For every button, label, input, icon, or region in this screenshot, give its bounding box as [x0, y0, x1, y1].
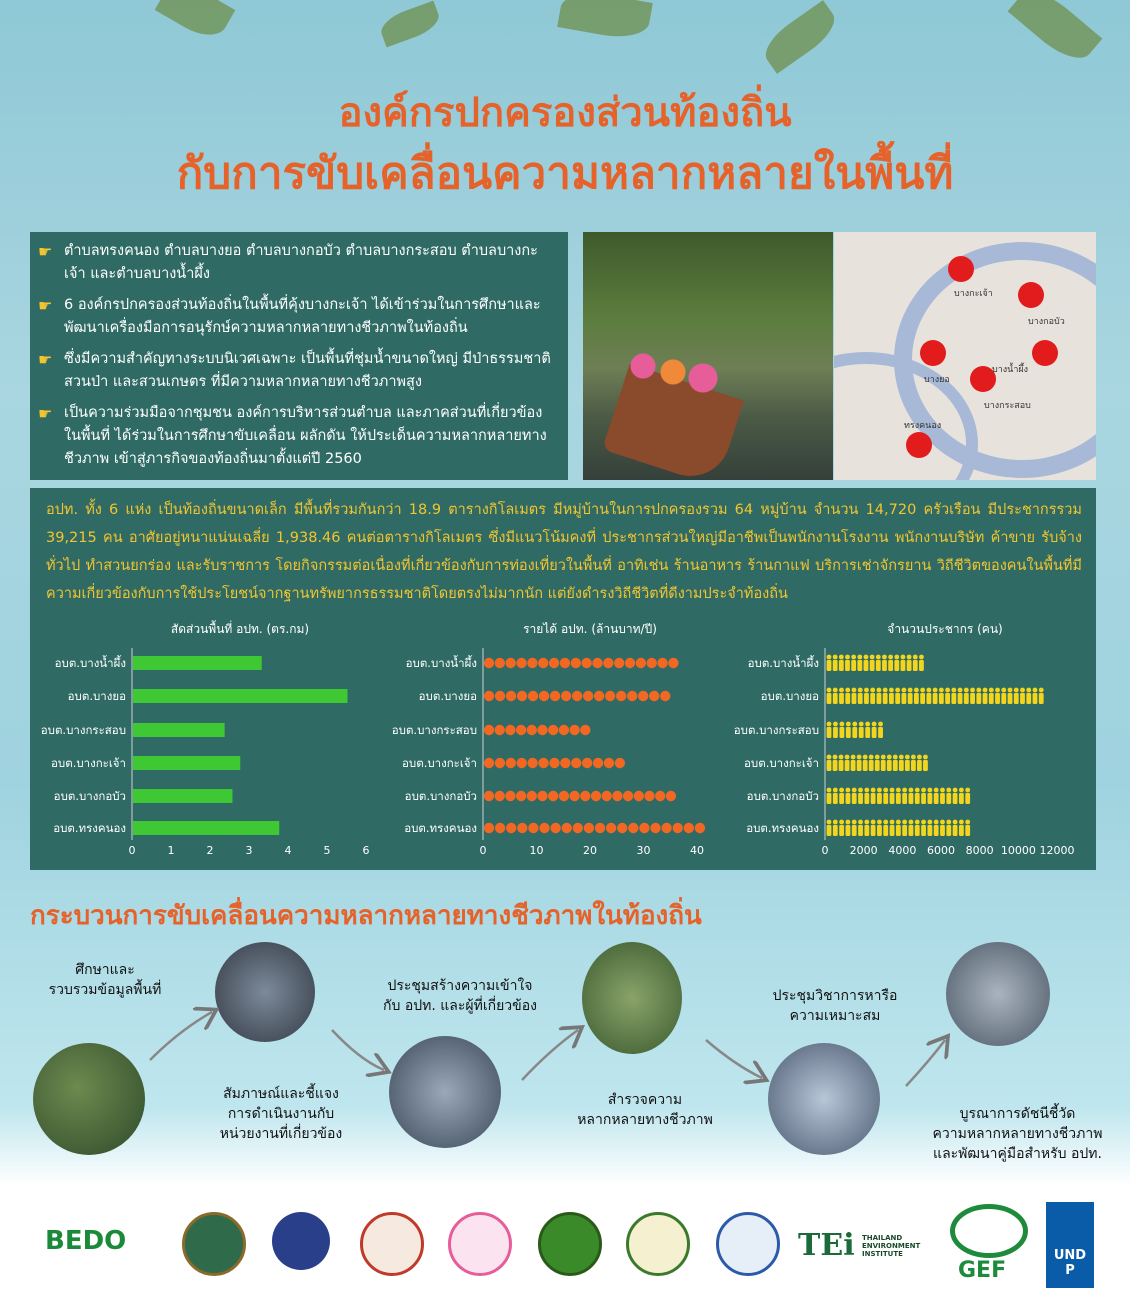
tick-label: 0	[128, 844, 136, 857]
tei-logo: TEi	[798, 1228, 855, 1263]
tick-label: 30	[636, 844, 651, 857]
step-label-4: สำรวจความ หลากหลายทางชีวภาพ	[577, 1092, 713, 1128]
category-label: อบต.บางกระสอบ	[40, 723, 126, 737]
tick-label: 5	[323, 844, 331, 857]
partner-seal-logo	[182, 1212, 246, 1276]
tick-label: 4	[284, 844, 292, 857]
category-label: อบต.บางยอ	[418, 689, 477, 703]
list-item: ☛ ซึ่งมีความสำคัญทางระบบนิเวศเฉพาะ เป็นพื้นที่ชุ่มน้ำขนาดใหญ่ มีป่าธรรมชาติ สวนป่า และสวนเกษตร ที่มีความหลากหลายทางชีวภาพสูง	[38, 348, 556, 394]
tick-label: 0	[821, 844, 829, 857]
category-label: อบต.บางกระสอบ	[391, 723, 477, 737]
chart-title: จำนวนประชากร (คน)	[887, 622, 1003, 636]
partner-seal-logo	[448, 1212, 512, 1276]
tick-label: 10	[529, 844, 544, 857]
tick-label: 2000	[849, 844, 878, 857]
gef-logo-ring	[950, 1204, 1028, 1258]
pointing-hand-icon: ☛	[38, 404, 53, 423]
pointing-hand-icon: ☛	[38, 242, 53, 261]
tick-label: 6000	[927, 844, 955, 857]
map-label: บางกะเจ้า	[954, 289, 993, 299]
tick-label: 8000	[965, 844, 994, 857]
tick-label: 3	[245, 844, 253, 857]
map-label: บางยอ	[924, 375, 950, 385]
step-label-6: บูรณาการดัชนีชี้วัด ความหลากหลายทางชีวภาพ และพัฒนาคู่มือสำหรับ อปท.	[932, 1106, 1103, 1162]
partner-seal-logo	[272, 1212, 330, 1270]
partner-seal-logo	[360, 1212, 424, 1276]
category-label: อบต.ทรงคนอง	[53, 821, 126, 835]
tick-label: 12000	[1039, 844, 1075, 857]
step-label-5: ประชุมวิชาการหารือ ความเหมาะสม	[772, 988, 898, 1024]
tick-label: 4000	[888, 844, 917, 857]
pointing-hand-icon: ☛	[38, 296, 53, 315]
category-label: อบต.บางกะเจ้า	[402, 756, 477, 770]
list-item: ☛ ตำบลทรงคนอง ตำบลบางยอ ตำบลบางกอบัว ตำบลบางกระสอบ ตำบลบางกะเจ้า และตำบลบางน้ำผึ้ง	[38, 240, 556, 286]
step-label-1: ศึกษาและ รวบรวมข้อมูลพื้นที่	[48, 962, 162, 998]
category-label: อบต.บางน้ำผึ้ง	[54, 656, 126, 670]
list-item: ☛ 6 องค์กรปกครองส่วนท้องถิ่นในพื้นที่คุ้งบางกะเจ้า ได้เข้าร่วมในการศึกษาและพัฒนาเครื่องมือการอนุรักษ์ความหลากหลายทางชีวภาพในท้องถิ่น	[38, 294, 556, 340]
map-label: บางกระสอบ	[984, 401, 1031, 411]
page-title-line1: องค์กรปกครองส่วนท้องถิ่น	[338, 90, 792, 136]
map-label: บางน้ำผึ้ง	[992, 365, 1029, 375]
tei-caption: THAILAND ENVIRONMENT INSTITUTE	[862, 1234, 921, 1258]
category-label: อบต.บางกะเจ้า	[744, 756, 819, 770]
category-label: อบต.บางยอ	[760, 689, 819, 703]
category-label: อบต.บางกอบัว	[53, 789, 126, 803]
process-title: กระบวนการขับเคลื่อนความหลากหลายทางชีวภาพในท้องถิ่น	[30, 901, 702, 931]
undp-logo-text: UNDP	[1053, 1248, 1087, 1278]
pointing-hand-icon: ☛	[38, 350, 53, 369]
partner-seal-logo	[626, 1212, 690, 1276]
tick-label: 10000	[1000, 844, 1036, 857]
category-label: อบต.บางยอ	[67, 689, 126, 703]
tick-label: 6	[362, 844, 370, 857]
category-label: อบต.บางกะเจ้า	[51, 756, 126, 770]
bedo-logo: BEDO	[45, 1226, 127, 1256]
category-label: อบต.ทรงคนอง	[404, 821, 477, 835]
tick-label: 2	[206, 844, 214, 857]
chart-title: รายได้ อปท. (ล้านบาท/ปี)	[523, 622, 657, 636]
category-label: อบต.ทรงคนอง	[746, 821, 819, 835]
category-label: อบต.บางกอบัว	[404, 789, 477, 803]
partner-seal-logo	[716, 1212, 780, 1276]
step-label-3: ประชุมสร้างความเข้าใจ กับ อปท. และผู้ที่เกี่ยวข้อง	[383, 978, 537, 1014]
page-title-line2: กับการขับเคลื่อนความหลากหลายในพื้นที่	[176, 148, 954, 199]
map-label: ทรงคนอง	[904, 421, 942, 431]
category-label: อบต.บางกอบัว	[746, 789, 819, 803]
chart-title: สัดส่วนพื้นที่ อปท. (ตร.กม)	[170, 622, 310, 636]
intro-paragraph: อปท. ทั้ง 6 แห่ง เป็นท้องถิ่นขนาดเล็ก มีพื้นที่รวมกันกว่า 18.9 ตารางกิโลเมตร มีหมู่บ้านในการปกครองรวม 64 หมู่บ้าน จำนวน 14,720 ครัวเรือน มีประชากรรวม 39,215 คน อาศัยอยู่หนาแน่นเฉลี่ย 1,938.46 คนต่อตารางกิโลเมตร ซึ่งมีแนวโน้มคงที่ ประชากรส่วนใหญ่มีอาชีพเป็นพนักงานโรงงาน พนักงานบริษัท ค้าขาย รับจ้างทั่วไป ทำสวนยกร่อง และรับราชการ โดยกิจกรรมต่อเนื่องที่เกี่ยวข้องกับการท่องเที่ยวในพื้นที่ อาทิเช่น ร้านอาหาร ร้านกาแฟ บริการเช่าจักรยาน วิถีชีวิตของคนในพื้นที่มีความเกี่ยวข้องกับการใช้ประโยชน์จากฐานทรัพยากรธรรมชาติโดยตรงไม่มากนัก แต่ยังดำรงวิถีชีวิตที่ดีงามประจำท้องถิ่น	[46, 502, 1082, 602]
gef-logo: GEF	[958, 1258, 1007, 1283]
tick-label: 0	[479, 844, 487, 857]
category-label: อบต.บางกระสอบ	[733, 723, 819, 737]
list-item: ☛ เป็นความร่วมมือจากชุมชน องค์การบริหารส่วนตำบล และภาคส่วนที่เกี่ยวข้องในพื้นที่ ได้ร่วมในการศึกษาขับเคลื่อน ผลักดัน ให้ประเด็นความหลากหลายทางชีวภาพ เข้าสู่ภารกิจของท้องถิ่นมาตั้งแต่ปี 2560	[38, 402, 556, 471]
tick-label: 1	[167, 844, 175, 857]
map-label: บางกอบัว	[1028, 317, 1065, 327]
step-label-2: สัมภาษณ์และชี้แจง การดำเนินงานกับ หน่วยงานที่เกี่ยวข้อง	[219, 1086, 343, 1142]
partner-seal-logo	[538, 1212, 602, 1276]
tick-label: 20	[583, 844, 597, 857]
category-label: อบต.บางน้ำผึ้ง	[747, 656, 819, 670]
category-label: อบต.บางน้ำผึ้ง	[405, 656, 477, 670]
tick-label: 40	[690, 844, 704, 857]
